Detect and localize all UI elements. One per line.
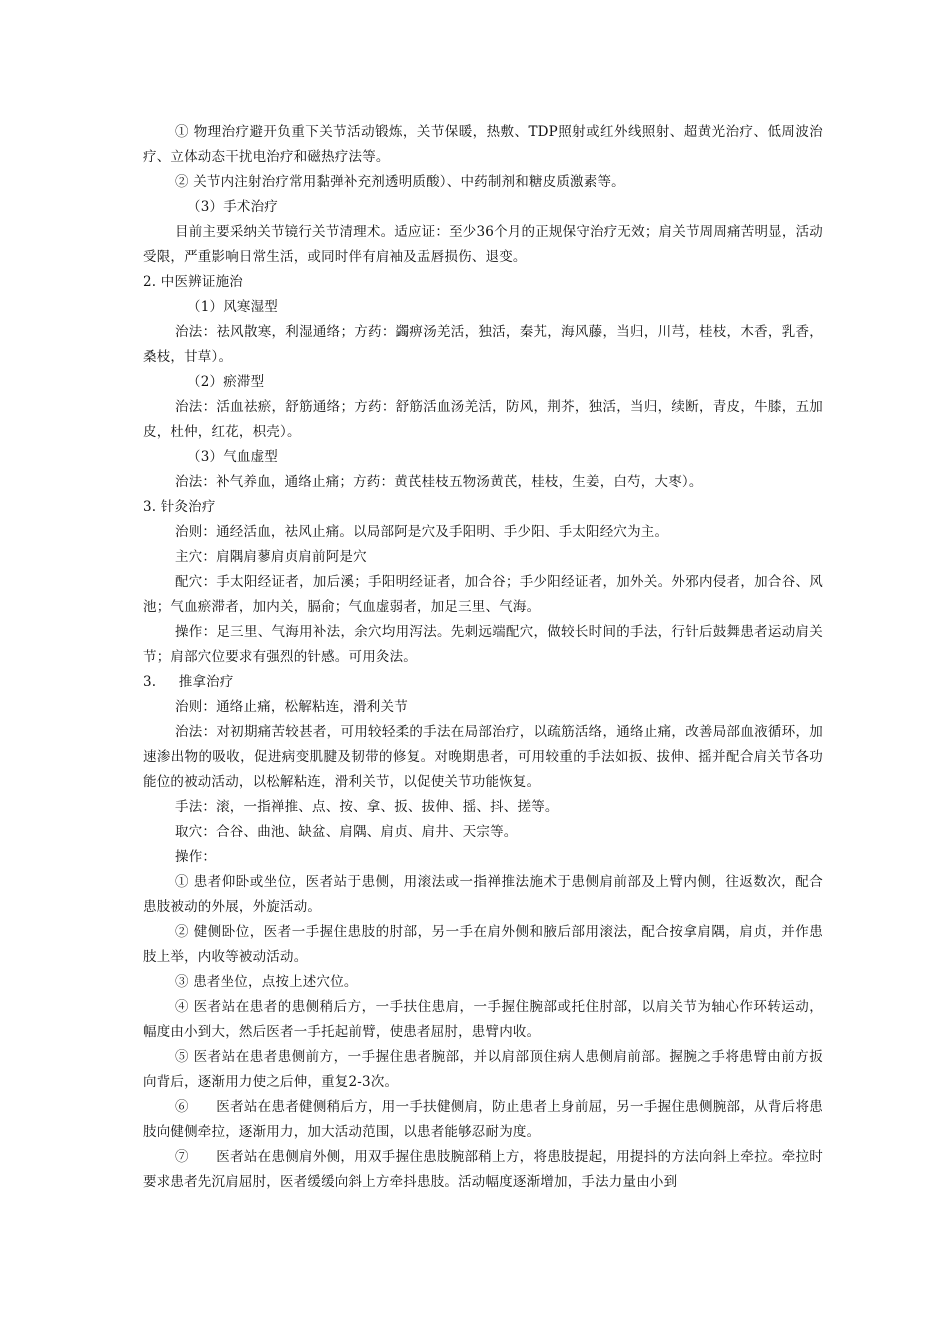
section-heading: 2. 中医辨证施治 — [143, 274, 243, 290]
paragraph: ② 健侧卧位，医者一手握住患肢的肘部，另一手在肩外侧和腋后部用滚法，配合按拿肩隅，肩贞，并作患肢上举，内收等被动活动。 — [143, 924, 823, 965]
paragraph: ⑥ 医者站在患者健侧稍后方，用一手扶健侧肩，防止患者上身前屈，另一手握住患侧腕部，从背后将患肢向健侧牵拉，逐渐用力，加大活动范围，以患者能够忍耐为度。 — [143, 1099, 823, 1140]
section-heading: （3）气血虚型 — [187, 449, 278, 465]
paragraph: 操作：足三里、气海用补法，余穴均用泻法。先刺远端配穴，做较长时间的手法，行针后鼓舞患者运动肩关节；肩部穴位要求有强烈的针感。可用灸法。 — [143, 624, 823, 665]
paragraph: 配穴：手太阳经证者，加后溪；手阳明经证者，加合谷；手少阳经证者，加外关。外邪内侵者，加合谷、风池；气血瘀滞者，加内关，膈俞；气血虚弱者，加足三里、气海。 — [143, 574, 823, 615]
paragraph: 治则：通经活血，祛风止痛。以局部阿是穴及手阳明、手少阳、手太阳经穴为主。 — [175, 524, 669, 540]
paragraph: 操作： — [175, 849, 217, 865]
section-heading: （1）风寒湿型 — [187, 299, 278, 315]
paragraph: ④ 医者站在患者的患侧稍后方，一手扶住患肩，一手握住腕部或托住肘部，以肩关节为轴心作环转运动，幅度由小到大，然后医者一手托起前臂，使患者屈肘，患臂内收。 — [143, 999, 823, 1040]
paragraph: 治法：活血祛瘀，舒筋通络；方药：舒筋活血汤羌活，防风，荆芥，独活，当归，续断，青皮，牛膝，五加皮，杜仲，红花，枳壳）。 — [143, 399, 823, 440]
section-heading: 3. 针灸治疗 — [143, 499, 216, 515]
section-heading: （3）手术治疗 — [187, 199, 278, 215]
paragraph: 治法：补气养血，通络止痛；方药：黄芪桂枝五物汤黄芪，桂枝，生姜，白芍，大枣）。 — [175, 474, 703, 490]
paragraph: 目前主要采纳关节镜行关节清理术。适应证：至少36个月的正规保守治疗无效；肩关节周周痛苦明显，活动受限，严重影响日常生活，或同时伴有肩袖及盂唇损伤、退变。 — [143, 224, 823, 265]
paragraph: 治法：祛风散寒，利湿通络；方药：蠲痹汤羌活，独活，秦艽，海风藤，当归，川芎，桂枝，木香，乳香，桑枝，甘草）。 — [143, 324, 823, 365]
paragraph: ⑤ 医者站在患者患侧前方，一手握住患者腕部，并以肩部顶住病人患侧肩前部。握腕之手将患臂由前方扳向背后，逐渐用力使之后伸，重复2-3次。 — [143, 1049, 823, 1090]
paragraph: ① 物理治疗避开负重下关节活动锻炼，关节保暖，热敷、TDP照射或红外线照射、超黄光治疗、低周波治疗、立体动态干扰电治疗和磁热疗法等。 — [143, 124, 823, 165]
paragraph: 手法：滚，一指禅推、点、按、拿、扳、拔伸、摇、抖、搓等。 — [175, 799, 559, 815]
paragraph: ⑦ 医者站在患侧肩外侧，用双手握住患肢腕部稍上方，将患肢提起，用提抖的方法向斜上牵拉。牵拉时要求患者先沉肩屈肘，医者缓缓向斜上方牵抖患肢。活动幅度逐渐增加，手法力量由小到 — [143, 1149, 823, 1190]
document-body — [143, 120, 823, 1195]
paragraph: 取穴：合谷、曲池、缺盆、肩隅、肩贞、肩井、天宗等。 — [175, 824, 518, 840]
section-heading: 3. 推拿治疗 — [143, 674, 234, 690]
paragraph: 治法：对初期痛苦较甚者，可用较轻柔的手法在局部治疗，以疏筋活络，通络止痛，改善局部血液循环，加速渗出物的吸收，促进病变肌腱及韧带的修复。对晚期患者，可用较重的手法如扳、拔伸、摇并配合肩关节各功能位的被动活动，以松解粘连，滑利关节，以促使关节功能恢复。 — [143, 724, 823, 790]
paragraph: ① 患者仰卧或坐位，医者站于患侧，用滚法或一指禅推法施术于患侧肩前部及上臂内侧，往返数次，配合患肢被动的外展，外旋活动。 — [143, 874, 823, 915]
paragraph: ③ 患者坐位，点按上述穴位。 — [175, 974, 358, 990]
paragraph: 治则：通络止痛，松解粘连，滑利关节 — [175, 699, 408, 715]
paragraph: ② 关节内注射治疗常用黏弹补充剂透明质酸）、中药制剂和糖皮质激素等。 — [175, 174, 625, 190]
section-heading: （2）瘀滞型 — [187, 374, 265, 390]
paragraph: 主穴：肩隅肩蓼肩贞肩前阿是穴 — [175, 549, 367, 565]
